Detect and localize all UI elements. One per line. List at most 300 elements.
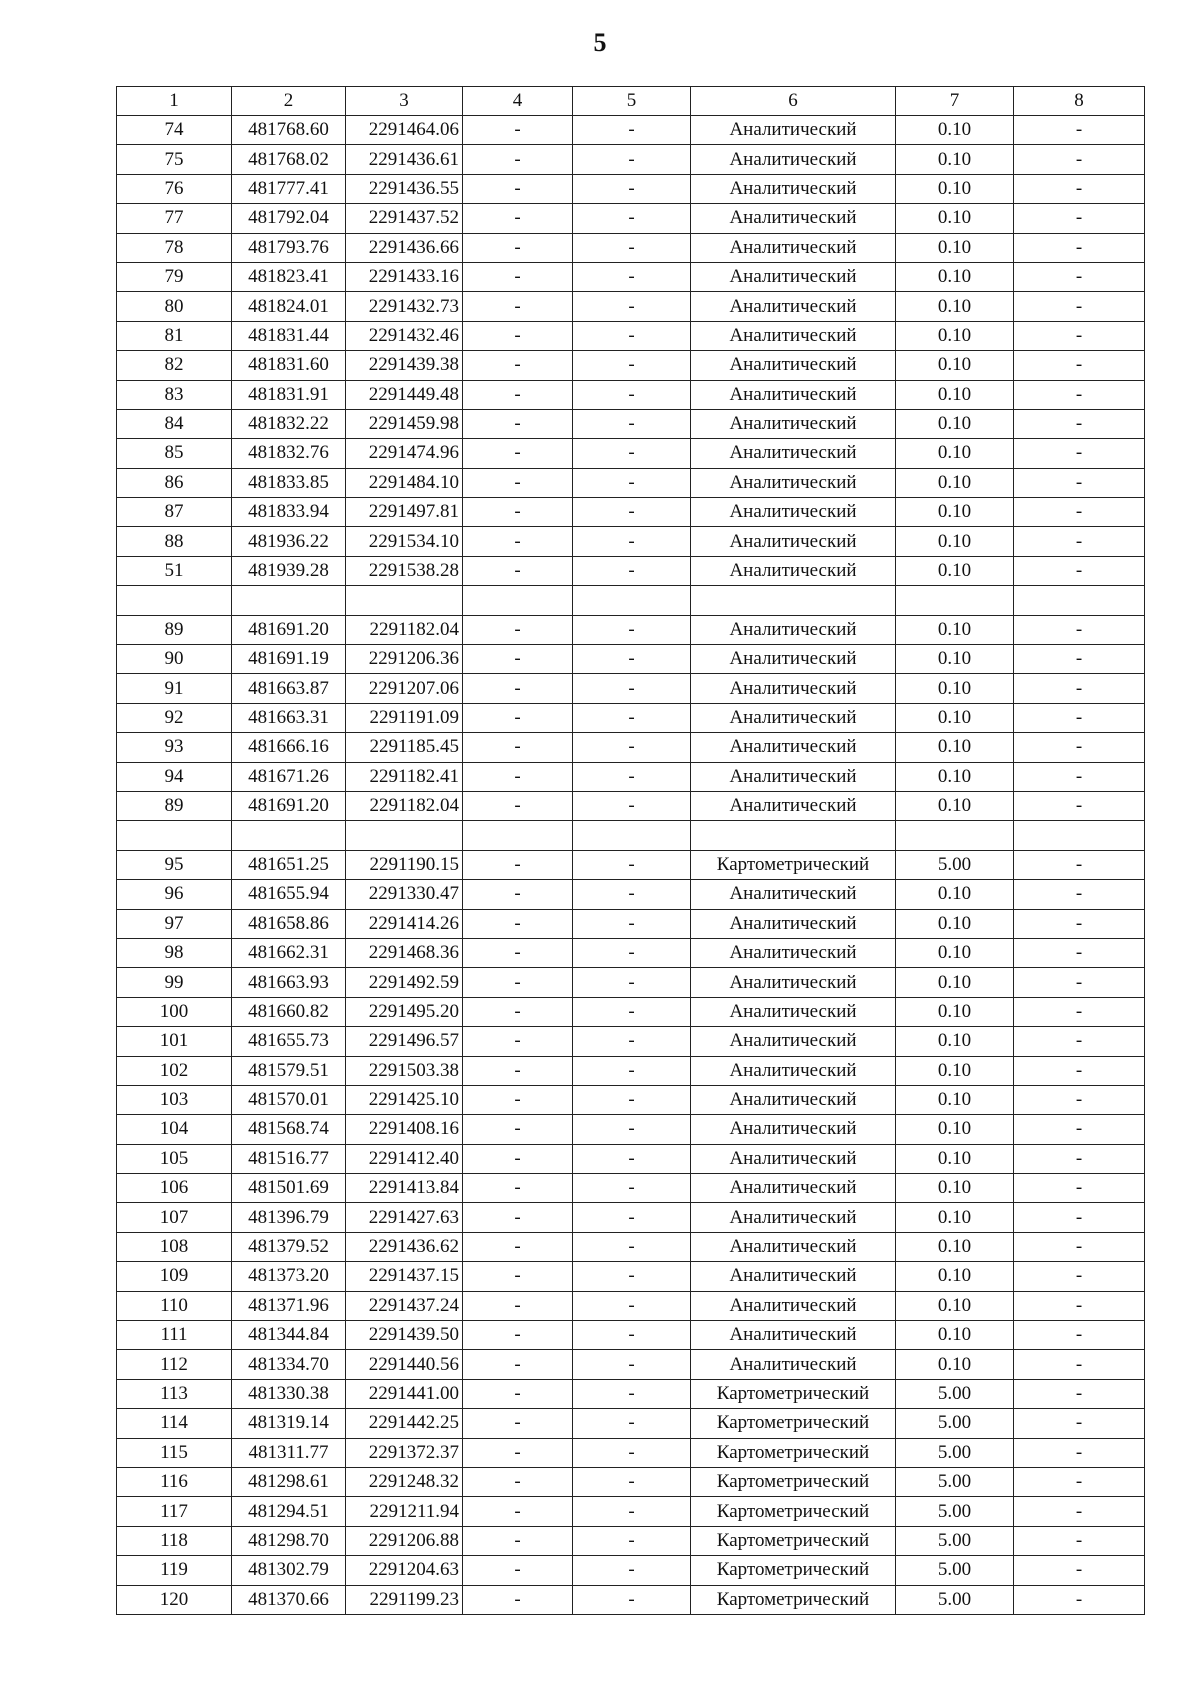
accuracy-cell: 0.10 <box>896 409 1014 438</box>
point-number-cell: 78 <box>117 233 232 262</box>
accuracy-cell: 0.10 <box>896 439 1014 468</box>
x-coordinate-cell: 481936.22 <box>232 527 346 556</box>
y-coordinate-cell: 2291437.15 <box>346 1262 463 1291</box>
table-row <box>117 321 1145 350</box>
point-number-cell: 106 <box>117 1174 232 1203</box>
table-row <box>117 498 1145 527</box>
table-row <box>117 1585 1145 1614</box>
col-5-value-cell: - <box>573 233 691 262</box>
accuracy-cell: 0.10 <box>896 938 1014 967</box>
table-row <box>117 645 1145 674</box>
point-number-cell <box>117 821 232 850</box>
method-cell: Аналитический <box>691 703 896 732</box>
method-cell: Аналитический <box>691 762 896 791</box>
x-coordinate-cell: 481298.70 <box>232 1526 346 1555</box>
col-4-value-cell: - <box>463 1174 573 1203</box>
y-coordinate-cell: 2291427.63 <box>346 1203 463 1232</box>
point-number-cell: 94 <box>117 762 232 791</box>
point-number-cell: 102 <box>117 1056 232 1085</box>
y-coordinate-cell: 2291449.48 <box>346 380 463 409</box>
point-number-cell: 90 <box>117 645 232 674</box>
col-4-value-cell: - <box>463 468 573 497</box>
accuracy-cell: 0.10 <box>896 351 1014 380</box>
y-coordinate-cell: 2291207.06 <box>346 674 463 703</box>
x-coordinate-cell: 481823.41 <box>232 262 346 291</box>
y-coordinate-cell: 2291204.63 <box>346 1556 463 1585</box>
method-cell: Картометрический <box>691 1379 896 1408</box>
col-4-value-cell: - <box>463 1321 573 1350</box>
table-row <box>117 468 1145 497</box>
accuracy-cell: 0.10 <box>896 1174 1014 1203</box>
table-row <box>117 1056 1145 1085</box>
accuracy-cell: 0.10 <box>896 645 1014 674</box>
accuracy-cell: 0.10 <box>896 791 1014 820</box>
col-5-value-cell: - <box>573 968 691 997</box>
col-8-value-cell: - <box>1014 292 1145 321</box>
col-4-value-cell: - <box>463 703 573 732</box>
col-4-value-cell: - <box>463 439 573 468</box>
point-number-cell <box>117 586 232 615</box>
col-8-value-cell: - <box>1014 262 1145 291</box>
method-cell <box>691 821 896 850</box>
x-coordinate-cell: 481379.52 <box>232 1232 346 1261</box>
col-4-value-cell: - <box>463 850 573 879</box>
table-row <box>117 1144 1145 1173</box>
col-5-value-cell: - <box>573 1409 691 1438</box>
accuracy-cell: 5.00 <box>896 1497 1014 1526</box>
y-coordinate-cell: 2291497.81 <box>346 498 463 527</box>
col-5-value-cell: - <box>573 1467 691 1496</box>
table-row <box>117 1467 1145 1496</box>
col-4-value-cell: - <box>463 733 573 762</box>
x-coordinate-cell: 481768.02 <box>232 145 346 174</box>
table-row <box>117 556 1145 585</box>
point-number-cell: 109 <box>117 1262 232 1291</box>
col-8-value-cell: - <box>1014 1526 1145 1555</box>
col-5-value-cell: - <box>573 321 691 350</box>
method-cell: Аналитический <box>691 1350 896 1379</box>
col-5-value-cell: - <box>573 116 691 145</box>
point-number-cell: 104 <box>117 1115 232 1144</box>
column-header: 4 <box>463 87 573 116</box>
accuracy-cell: 0.10 <box>896 909 1014 938</box>
y-coordinate-cell: 2291248.32 <box>346 1467 463 1496</box>
method-cell: Картометрический <box>691 850 896 879</box>
col-8-value-cell: - <box>1014 909 1145 938</box>
col-8-value-cell: - <box>1014 1262 1145 1291</box>
accuracy-cell: 5.00 <box>896 1556 1014 1585</box>
y-coordinate-cell: 2291436.55 <box>346 174 463 203</box>
accuracy-cell: 0.10 <box>896 527 1014 556</box>
x-coordinate-cell <box>232 821 346 850</box>
y-coordinate-cell: 2291414.26 <box>346 909 463 938</box>
col-5-value-cell: - <box>573 409 691 438</box>
col-5-value-cell: - <box>573 1321 691 1350</box>
accuracy-cell: 0.10 <box>896 1144 1014 1173</box>
y-coordinate-cell: 2291436.62 <box>346 1232 463 1261</box>
point-number-cell: 99 <box>117 968 232 997</box>
method-cell: Аналитический <box>691 1291 896 1320</box>
accuracy-cell: 5.00 <box>896 1379 1014 1408</box>
y-coordinate-cell: 2291433.16 <box>346 262 463 291</box>
col-5-value-cell: - <box>573 439 691 468</box>
x-coordinate-cell: 481344.84 <box>232 1321 346 1350</box>
table-row <box>117 703 1145 732</box>
accuracy-cell: 5.00 <box>896 1585 1014 1614</box>
col-5-value-cell: - <box>573 174 691 203</box>
point-number-cell: 108 <box>117 1232 232 1261</box>
point-number-cell: 87 <box>117 498 232 527</box>
col-4-value-cell: - <box>463 1585 573 1614</box>
method-cell: Аналитический <box>691 1056 896 1085</box>
method-cell: Картометрический <box>691 1526 896 1555</box>
y-coordinate-cell: 2291459.98 <box>346 409 463 438</box>
col-8-value-cell: - <box>1014 645 1145 674</box>
col-5-value-cell: - <box>573 615 691 644</box>
col-5-value-cell: - <box>573 556 691 585</box>
col-8-value-cell: - <box>1014 703 1145 732</box>
col-5-value-cell: - <box>573 645 691 674</box>
method-cell: Аналитический <box>691 351 896 380</box>
col-5-value-cell: - <box>573 850 691 879</box>
col-5-value-cell: - <box>573 1585 691 1614</box>
table-row <box>117 968 1145 997</box>
table-row <box>117 791 1145 820</box>
x-coordinate-cell: 481691.20 <box>232 791 346 820</box>
point-number-cell: 105 <box>117 1144 232 1173</box>
x-coordinate-cell: 481662.31 <box>232 938 346 967</box>
y-coordinate-cell: 2291211.94 <box>346 1497 463 1526</box>
x-coordinate-cell: 481330.38 <box>232 1379 346 1408</box>
method-cell: Аналитический <box>691 233 896 262</box>
col-5-value-cell: - <box>573 380 691 409</box>
x-coordinate-cell: 481319.14 <box>232 1409 346 1438</box>
method-cell: Аналитический <box>691 145 896 174</box>
x-coordinate-cell: 481831.91 <box>232 380 346 409</box>
method-cell: Аналитический <box>691 1144 896 1173</box>
x-coordinate-cell: 481833.85 <box>232 468 346 497</box>
col-5-value-cell: - <box>573 1526 691 1555</box>
accuracy-cell: 0.10 <box>896 174 1014 203</box>
column-header: 8 <box>1014 87 1145 116</box>
y-coordinate-cell: 2291185.45 <box>346 733 463 762</box>
accuracy-cell <box>896 821 1014 850</box>
accuracy-cell <box>896 586 1014 615</box>
x-coordinate-cell: 481671.26 <box>232 762 346 791</box>
col-4-value-cell: - <box>463 351 573 380</box>
col-5-value-cell: - <box>573 997 691 1026</box>
col-4-value-cell: - <box>463 1056 573 1085</box>
x-coordinate-cell: 481831.44 <box>232 321 346 350</box>
table-row <box>117 586 1145 615</box>
table-row <box>117 1291 1145 1320</box>
point-number-cell: 96 <box>117 880 232 909</box>
x-coordinate-cell: 481792.04 <box>232 204 346 233</box>
point-number-cell: 113 <box>117 1379 232 1408</box>
table-row <box>117 1115 1145 1144</box>
method-cell: Аналитический <box>691 468 896 497</box>
point-number-cell: 89 <box>117 615 232 644</box>
method-cell: Аналитический <box>691 409 896 438</box>
col-4-value-cell: - <box>463 527 573 556</box>
x-coordinate-cell: 481579.51 <box>232 1056 346 1085</box>
point-number-cell: 88 <box>117 527 232 556</box>
col-8-value-cell: - <box>1014 321 1145 350</box>
accuracy-cell: 0.10 <box>896 1203 1014 1232</box>
col-5-value-cell: - <box>573 145 691 174</box>
col-5-value-cell: - <box>573 703 691 732</box>
method-cell: Аналитический <box>691 262 896 291</box>
col-5-value-cell: - <box>573 1262 691 1291</box>
col-4-value-cell: - <box>463 880 573 909</box>
col-4-value-cell: - <box>463 204 573 233</box>
table-row <box>117 233 1145 262</box>
method-cell: Аналитический <box>691 791 896 820</box>
point-number-cell: 76 <box>117 174 232 203</box>
col-5-value-cell: - <box>573 1497 691 1526</box>
y-coordinate-cell: 2291206.88 <box>346 1526 463 1555</box>
point-number-cell: 89 <box>117 791 232 820</box>
table-row <box>117 674 1145 703</box>
col-8-value-cell: - <box>1014 615 1145 644</box>
col-8-value-cell: - <box>1014 233 1145 262</box>
x-coordinate-cell: 481294.51 <box>232 1497 346 1526</box>
point-number-cell: 93 <box>117 733 232 762</box>
col-4-value-cell: - <box>463 1232 573 1261</box>
col-8-value-cell: - <box>1014 1203 1145 1232</box>
col-4-value-cell: - <box>463 174 573 203</box>
point-number-cell: 80 <box>117 292 232 321</box>
x-coordinate-cell: 481831.60 <box>232 351 346 380</box>
method-cell: Аналитический <box>691 968 896 997</box>
y-coordinate-cell: 2291182.04 <box>346 615 463 644</box>
col-5-value-cell: - <box>573 262 691 291</box>
method-cell: Картометрический <box>691 1467 896 1496</box>
method-cell: Аналитический <box>691 527 896 556</box>
x-coordinate-cell: 481651.25 <box>232 850 346 879</box>
y-coordinate-cell: 2291425.10 <box>346 1085 463 1114</box>
col-8-value-cell: - <box>1014 204 1145 233</box>
y-coordinate-cell: 2291372.37 <box>346 1438 463 1467</box>
col-4-value-cell: - <box>463 762 573 791</box>
x-coordinate-cell: 481501.69 <box>232 1174 346 1203</box>
accuracy-cell: 0.10 <box>896 1321 1014 1350</box>
col-4-value-cell: - <box>463 1379 573 1408</box>
col-8-value-cell: - <box>1014 1232 1145 1261</box>
x-coordinate-cell: 481334.70 <box>232 1350 346 1379</box>
col-5-value-cell: - <box>573 762 691 791</box>
point-number-cell: 112 <box>117 1350 232 1379</box>
col-8-value-cell: - <box>1014 1027 1145 1056</box>
table-row <box>117 1350 1145 1379</box>
method-cell: Аналитический <box>691 556 896 585</box>
col-8-value-cell <box>1014 586 1145 615</box>
table-row <box>117 204 1145 233</box>
table-row <box>117 880 1145 909</box>
table-row <box>117 1526 1145 1555</box>
method-cell: Аналитический <box>691 321 896 350</box>
col-8-value-cell: - <box>1014 968 1145 997</box>
method-cell: Аналитический <box>691 909 896 938</box>
y-coordinate-cell <box>346 586 463 615</box>
table-row <box>117 850 1145 879</box>
accuracy-cell: 0.10 <box>896 468 1014 497</box>
point-number-cell: 103 <box>117 1085 232 1114</box>
table-row <box>117 1409 1145 1438</box>
accuracy-cell: 5.00 <box>896 1526 1014 1555</box>
accuracy-cell: 0.10 <box>896 145 1014 174</box>
y-coordinate-cell: 2291440.56 <box>346 1350 463 1379</box>
col-8-value-cell: - <box>1014 1085 1145 1114</box>
col-4-value-cell: - <box>463 1556 573 1585</box>
col-8-value-cell: - <box>1014 1409 1145 1438</box>
col-5-value-cell: - <box>573 468 691 497</box>
accuracy-cell: 0.10 <box>896 703 1014 732</box>
table-row <box>117 292 1145 321</box>
col-8-value-cell: - <box>1014 380 1145 409</box>
accuracy-cell: 0.10 <box>896 880 1014 909</box>
accuracy-cell: 0.10 <box>896 1027 1014 1056</box>
col-8-value-cell: - <box>1014 1144 1145 1173</box>
point-number-cell: 95 <box>117 850 232 879</box>
method-cell: Аналитический <box>691 1203 896 1232</box>
col-4-value-cell: - <box>463 292 573 321</box>
y-coordinate-cell: 2291474.96 <box>346 439 463 468</box>
point-number-cell: 81 <box>117 321 232 350</box>
col-8-value-cell: - <box>1014 1174 1145 1203</box>
table-row <box>117 1262 1145 1291</box>
method-cell: Аналитический <box>691 292 896 321</box>
col-4-value-cell: - <box>463 1350 573 1379</box>
col-5-value-cell: - <box>573 1438 691 1467</box>
method-cell: Аналитический <box>691 1232 896 1261</box>
col-4-value-cell: - <box>463 262 573 291</box>
point-number-cell: 116 <box>117 1467 232 1496</box>
table-row <box>117 615 1145 644</box>
accuracy-cell: 0.10 <box>896 556 1014 585</box>
column-header: 5 <box>573 87 691 116</box>
col-8-value-cell: - <box>1014 1056 1145 1085</box>
col-5-value-cell: - <box>573 1556 691 1585</box>
col-8-value-cell: - <box>1014 791 1145 820</box>
method-cell: Аналитический <box>691 645 896 674</box>
y-coordinate-cell: 2291206.36 <box>346 645 463 674</box>
x-coordinate-cell: 481311.77 <box>232 1438 346 1467</box>
method-cell: Аналитический <box>691 938 896 967</box>
y-coordinate-cell <box>346 821 463 850</box>
accuracy-cell: 0.10 <box>896 116 1014 145</box>
col-8-value-cell: - <box>1014 498 1145 527</box>
col-8-value-cell: - <box>1014 1438 1145 1467</box>
col-5-value-cell: - <box>573 1144 691 1173</box>
x-coordinate-cell: 481298.61 <box>232 1467 346 1496</box>
col-4-value-cell: - <box>463 1144 573 1173</box>
col-8-value-cell: - <box>1014 409 1145 438</box>
col-4-value-cell: - <box>463 1203 573 1232</box>
x-coordinate-cell: 481516.77 <box>232 1144 346 1173</box>
col-8-value-cell: - <box>1014 880 1145 909</box>
col-5-value-cell: - <box>573 909 691 938</box>
col-8-value-cell: - <box>1014 468 1145 497</box>
col-5-value-cell <box>573 586 691 615</box>
col-4-value-cell: - <box>463 556 573 585</box>
point-number-cell: 117 <box>117 1497 232 1526</box>
col-4-value-cell <box>463 586 573 615</box>
method-cell: Аналитический <box>691 1262 896 1291</box>
col-8-value-cell: - <box>1014 1379 1145 1408</box>
table-row <box>117 1174 1145 1203</box>
x-coordinate-cell: 481939.28 <box>232 556 346 585</box>
accuracy-cell: 0.10 <box>896 615 1014 644</box>
method-cell: Аналитический <box>691 380 896 409</box>
x-coordinate-cell: 481370.66 <box>232 1585 346 1614</box>
x-coordinate-cell: 481371.96 <box>232 1291 346 1320</box>
column-header: 7 <box>896 87 1014 116</box>
col-8-value-cell: - <box>1014 439 1145 468</box>
col-4-value-cell: - <box>463 791 573 820</box>
method-cell: Картометрический <box>691 1585 896 1614</box>
col-4-value-cell: - <box>463 321 573 350</box>
x-coordinate-cell: 481666.16 <box>232 733 346 762</box>
accuracy-cell: 0.10 <box>896 1262 1014 1291</box>
col-5-value-cell: - <box>573 880 691 909</box>
point-number-cell: 51 <box>117 556 232 585</box>
accuracy-cell: 0.10 <box>896 674 1014 703</box>
col-8-value-cell: - <box>1014 1585 1145 1614</box>
col-5-value-cell: - <box>573 1174 691 1203</box>
method-cell: Аналитический <box>691 439 896 468</box>
col-4-value-cell: - <box>463 233 573 262</box>
point-number-cell: 111 <box>117 1321 232 1350</box>
x-coordinate-cell <box>232 586 346 615</box>
y-coordinate-cell: 2291408.16 <box>346 1115 463 1144</box>
point-number-cell: 118 <box>117 1526 232 1555</box>
table-row <box>117 1232 1145 1261</box>
accuracy-cell: 0.10 <box>896 204 1014 233</box>
col-4-value-cell: - <box>463 1409 573 1438</box>
point-number-cell: 79 <box>117 262 232 291</box>
table-row <box>117 909 1145 938</box>
col-8-value-cell: - <box>1014 174 1145 203</box>
accuracy-cell: 0.10 <box>896 1056 1014 1085</box>
col-4-value-cell: - <box>463 409 573 438</box>
y-coordinate-cell: 2291442.25 <box>346 1409 463 1438</box>
col-5-value-cell: - <box>573 791 691 820</box>
y-coordinate-cell: 2291534.10 <box>346 527 463 556</box>
col-8-value-cell: - <box>1014 762 1145 791</box>
method-cell: Картометрический <box>691 1497 896 1526</box>
accuracy-cell: 0.10 <box>896 233 1014 262</box>
method-cell: Аналитический <box>691 204 896 233</box>
col-5-value-cell: - <box>573 1232 691 1261</box>
col-8-value-cell: - <box>1014 1497 1145 1526</box>
col-5-value-cell: - <box>573 527 691 556</box>
point-number-cell: 75 <box>117 145 232 174</box>
x-coordinate-cell: 481691.20 <box>232 615 346 644</box>
col-5-value-cell: - <box>573 1350 691 1379</box>
table-row <box>117 762 1145 791</box>
col-8-value-cell: - <box>1014 1556 1145 1585</box>
col-8-value-cell: - <box>1014 1115 1145 1144</box>
accuracy-cell: 0.10 <box>896 380 1014 409</box>
table-row <box>117 145 1145 174</box>
col-5-value-cell: - <box>573 1056 691 1085</box>
table-row <box>117 439 1145 468</box>
method-cell: Аналитический <box>691 674 896 703</box>
method-cell <box>691 586 896 615</box>
x-coordinate-cell: 481832.22 <box>232 409 346 438</box>
y-coordinate-cell: 2291468.36 <box>346 938 463 967</box>
